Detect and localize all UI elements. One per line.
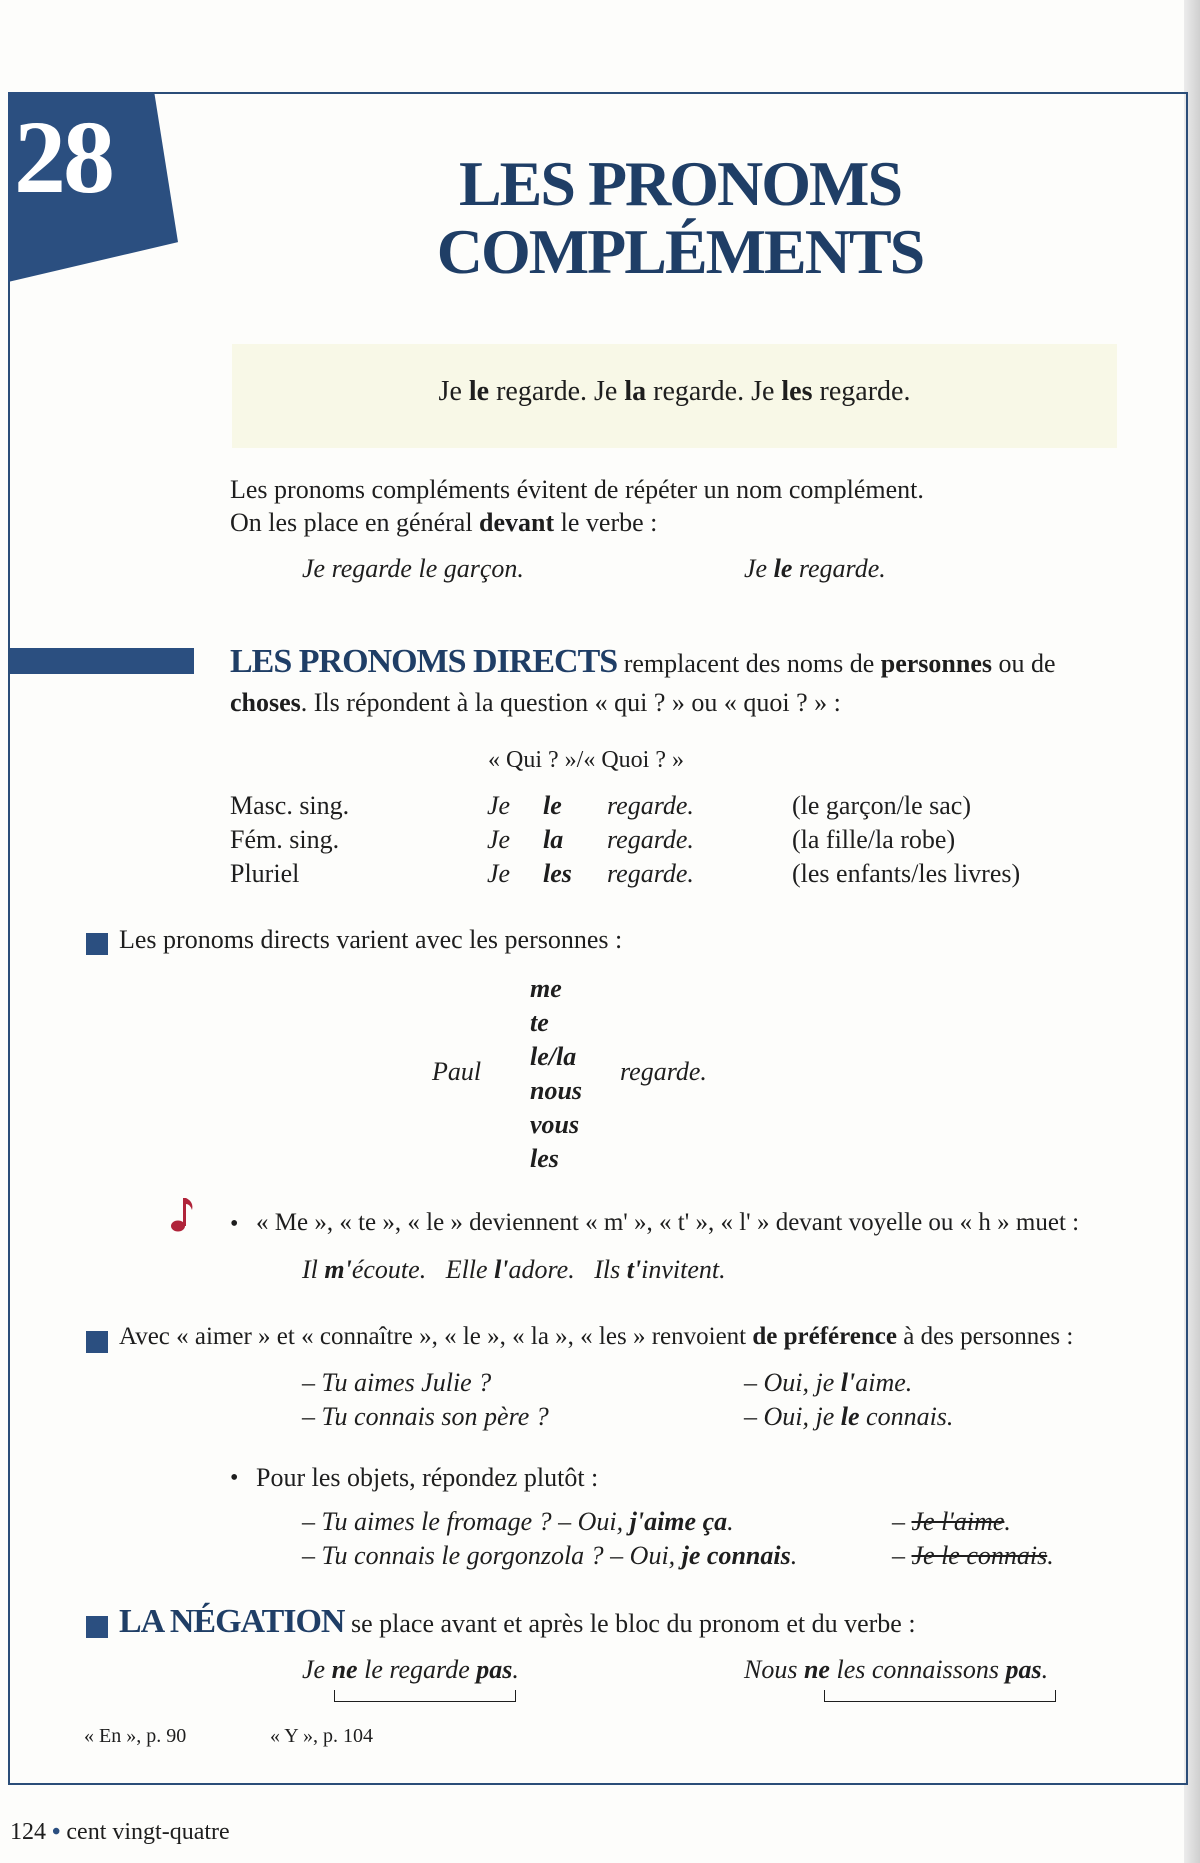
persons-pronoun-6: les <box>530 1144 559 1173</box>
directs-heading-line: LES PRONOMS DIRECTS remplacent des noms de personnes ou de <box>230 643 1056 680</box>
directs-question: « Qui ? »/« Quoi ? » <box>488 747 684 773</box>
preference-a1: – Oui, je l'aime. <box>744 1368 913 1397</box>
page-footer: 124 • cent vingt-quatre <box>10 1819 230 1845</box>
persons-verb: regarde. <box>620 1057 707 1086</box>
section-bar <box>10 648 194 674</box>
intro-line2: On les place en général devant le verbe : <box>230 508 658 537</box>
persons-intro: Les pronoms directs varient avec les personnes : <box>119 925 623 954</box>
row-pronoun-1: le <box>543 791 562 820</box>
negation-example-2: Nous ne les connaissons pas. <box>744 1655 1049 1684</box>
square-bullet-icon <box>86 1331 108 1353</box>
row-label-3: Pluriel <box>230 859 300 888</box>
square-bullet-icon <box>86 933 108 955</box>
preference-rule: Avec « aimer » et « connaître », « le », « la », « les » renvoient de préférence à des personnes : <box>119 1323 1074 1350</box>
persons-pronoun-1: me <box>530 974 562 1003</box>
intro-example-left: Je regarde le garçon. <box>302 554 524 583</box>
row-verb-1: regarde. <box>607 791 694 820</box>
negation-bracket-2 <box>824 1690 1056 1702</box>
row-pronoun-2: la <box>543 825 564 854</box>
reference-y: « Y », p. 104 <box>270 1725 373 1747</box>
negation-bracket-1 <box>334 1690 516 1702</box>
persons-pronoun-5: vous <box>530 1110 580 1139</box>
elision-rule: « Me », « te », « le » deviennent « m' », « t' », « l' » devant voyelle ou « h » muet : <box>256 1209 1080 1236</box>
preference-q1: – Tu aimes Julie ? <box>302 1368 492 1397</box>
negation-heading-line: LA NÉGATION se place avant et après le bloc du pronom et du verbe : <box>119 1603 916 1640</box>
highlight-sentence: Je le regarde. Je la regarde. Je les regarde. <box>438 376 911 407</box>
row-subject-2: Je <box>487 825 511 854</box>
preference-a2: – Oui, je le connais. <box>744 1402 954 1431</box>
objects-line2: – Tu connais le gorgonzola ? – Oui, je connais. <box>302 1541 798 1570</box>
row-label-1: Masc. sing. <box>230 791 350 820</box>
negation-example-1: Je ne le regarde pas. <box>302 1655 519 1684</box>
chapter-title-line2: COMPLÉMENTS <box>436 216 924 287</box>
row-subject-3: Je <box>487 859 511 888</box>
objects-intro: Pour les objets, répondez plutôt : <box>256 1463 599 1492</box>
row-verb-2: regarde. <box>607 825 694 854</box>
objects-wrong1: – Je l'aime. <box>892 1507 1011 1536</box>
persons-pronoun-2: te <box>530 1008 549 1037</box>
row-verb-3: regarde. <box>607 859 694 888</box>
reference-en: « En », p. 90 <box>84 1725 187 1747</box>
preference-q2: – Tu connais son père ? <box>302 1402 549 1431</box>
music-note-icon <box>170 1194 196 1234</box>
bullet-dot: • <box>230 1465 239 1491</box>
elision-examples: Il m'écoute. Elle l'adore. Ils t'invitent. <box>302 1255 726 1284</box>
objects-line1: – Tu aimes le fromage ? – Oui, j'aime ça. <box>302 1507 734 1536</box>
row-note-3: (les enfants/les livres) <box>792 859 1021 888</box>
row-note-1: (le garçon/le sac) <box>792 791 972 820</box>
persons-pronoun-4: nous <box>530 1076 583 1105</box>
row-label-2: Fém. sing. <box>230 825 340 854</box>
row-subject-1: Je <box>487 791 511 820</box>
row-pronoun-3: les <box>543 859 572 888</box>
bullet-dot: • <box>230 1211 239 1237</box>
persons-subject: Paul <box>432 1057 482 1086</box>
objects-wrong2: – Je le connais. <box>892 1541 1054 1570</box>
square-bullet-icon <box>86 1616 108 1638</box>
directs-line2: choses. Ils répondent à la question « qui ? » ou « quoi ? » : <box>230 688 841 717</box>
persons-pronoun-3: le/la <box>530 1042 577 1071</box>
chapter-number: 28 <box>14 100 112 215</box>
intro-line1: Les pronoms compléments évitent de répéter un nom complément. <box>230 475 924 504</box>
intro-example-right: Je le regarde. <box>744 554 886 583</box>
chapter-title-line1: LES PRONOMS <box>458 148 902 219</box>
row-note-2: (la fille/la robe) <box>792 825 956 854</box>
